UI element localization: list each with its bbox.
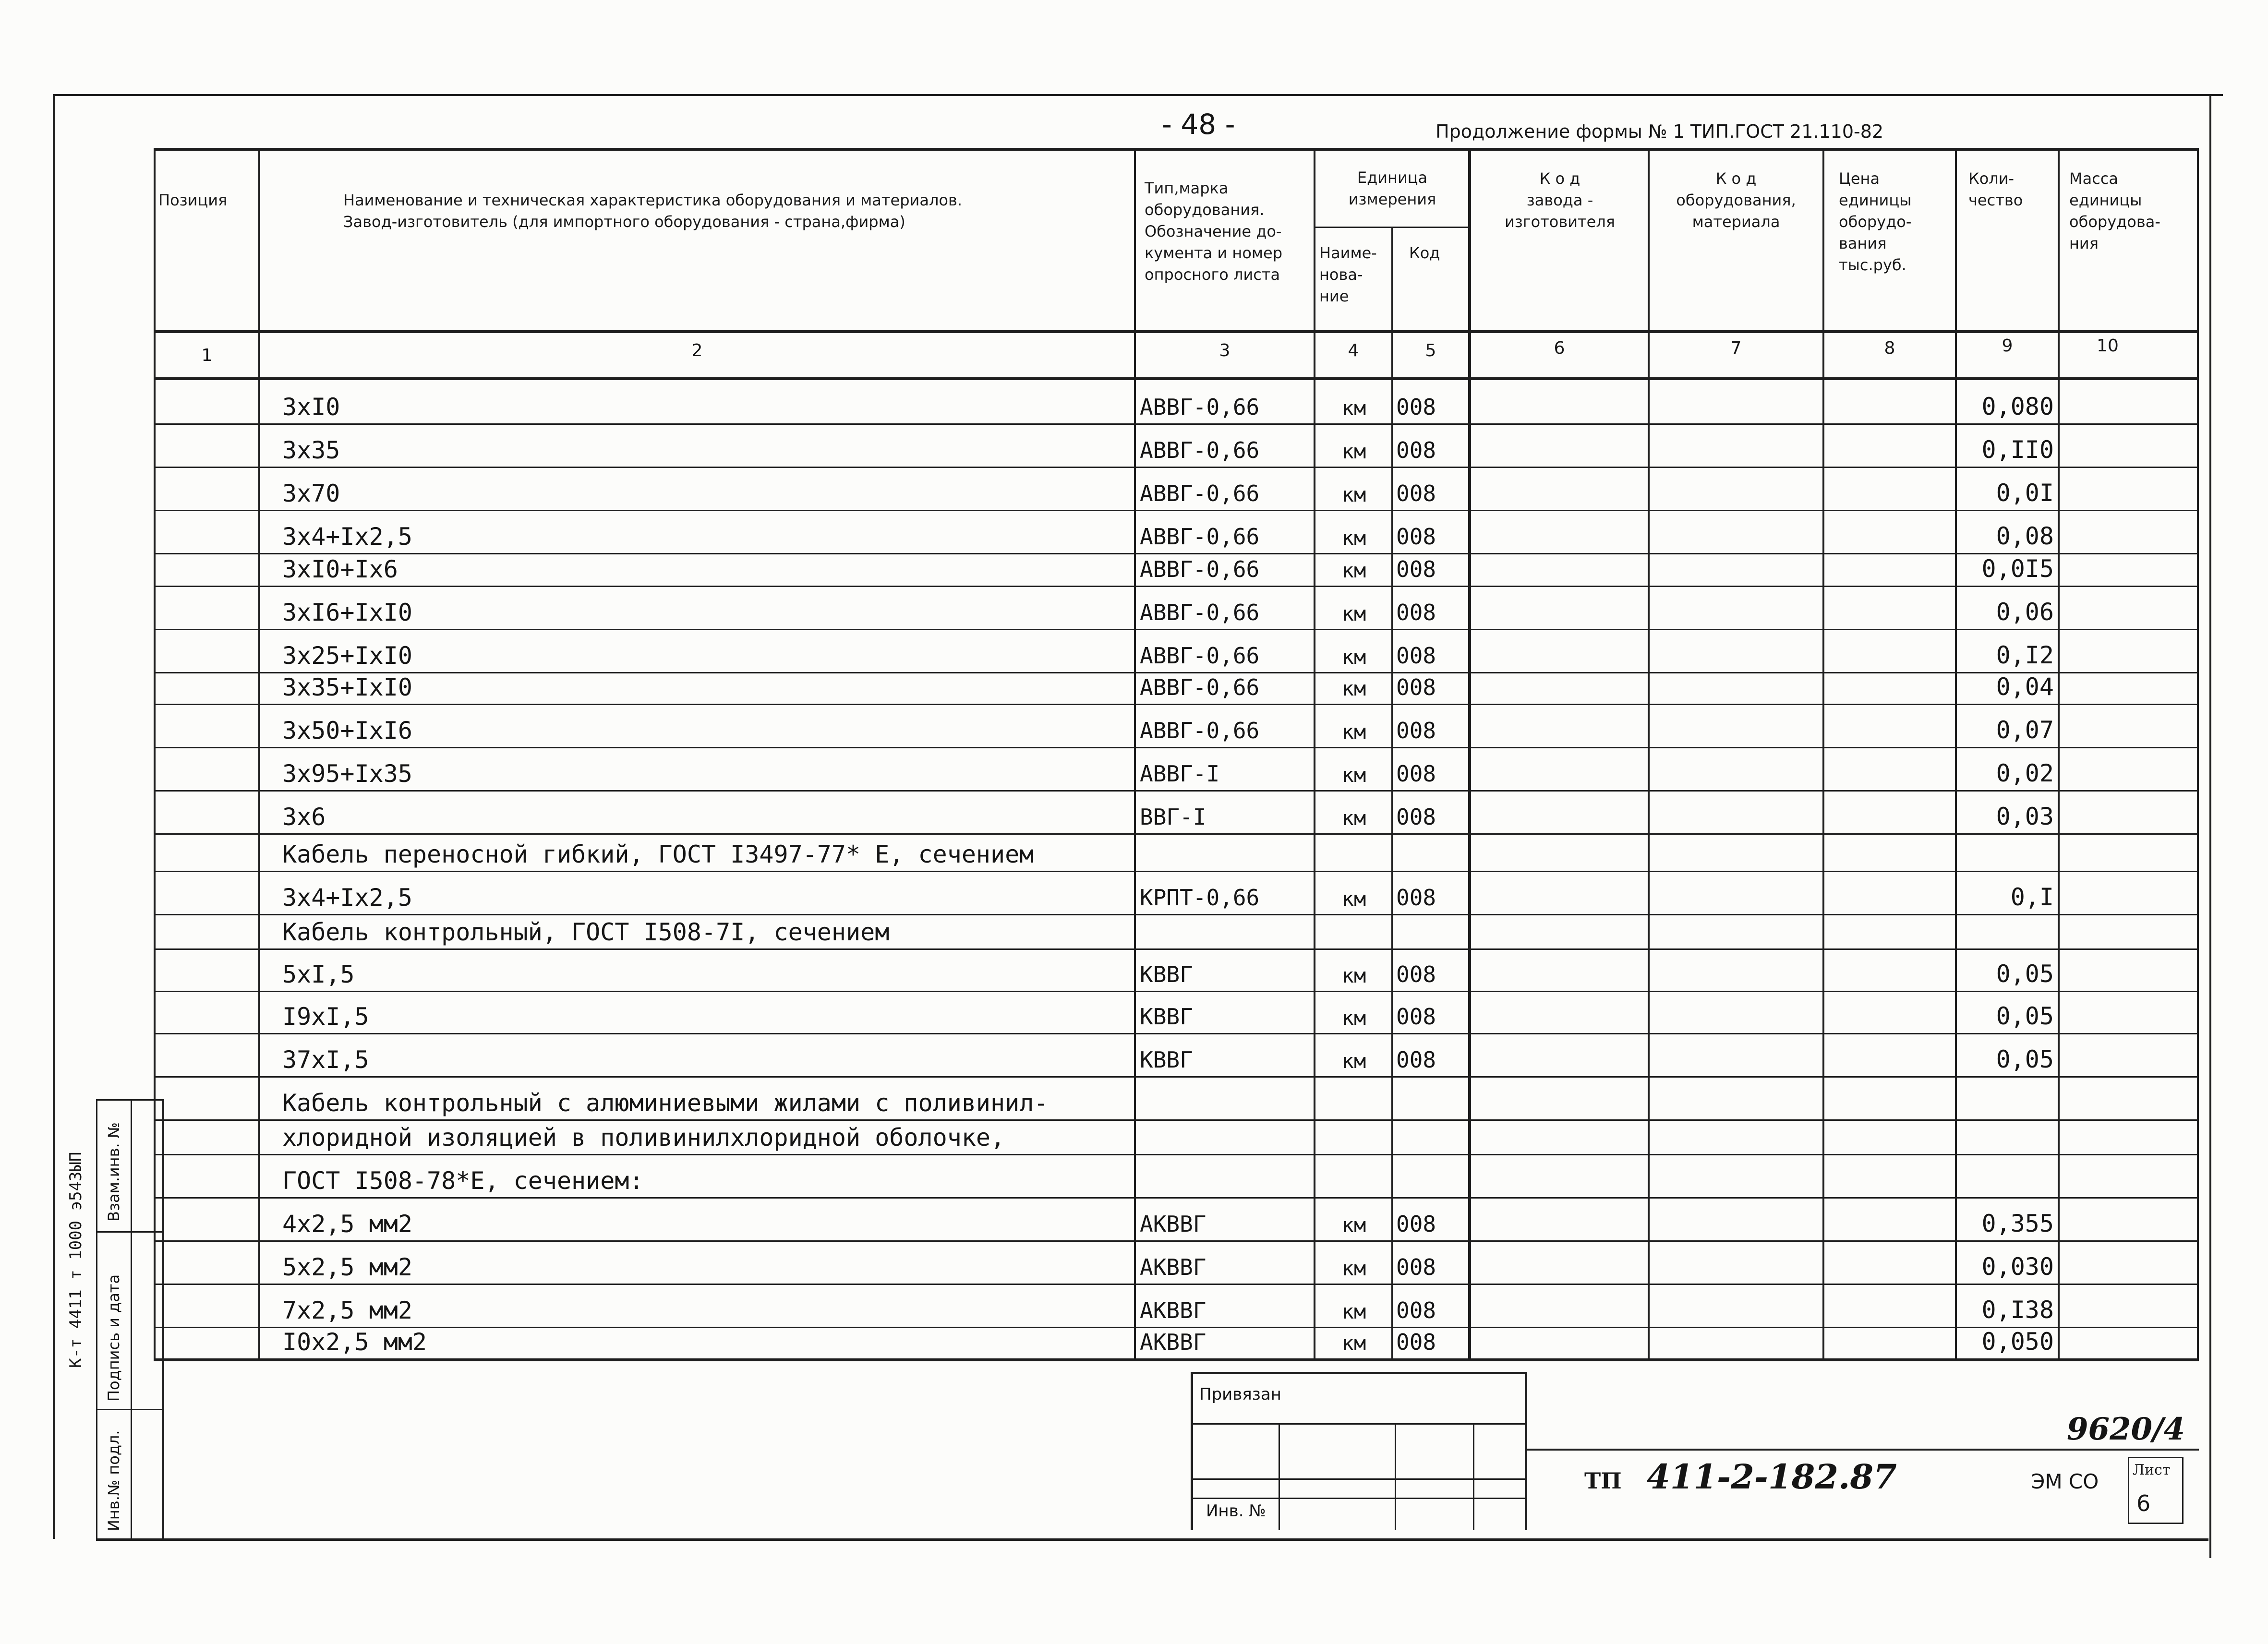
col-line-9 [2058,148,2060,1361]
row-quantity: 0,02 [1996,759,2054,787]
row-quantity: 0,0I [1996,479,2054,507]
stamp-sheet-box-left [2128,1457,2129,1524]
colnum-7: 7 [1730,338,1742,358]
row-quantity: 0,I38 [1981,1296,2054,1324]
stamp-left-outer [1191,1372,1193,1530]
stamp-sheet-label: Лист [2133,1462,2171,1478]
header-factory-code [1471,168,1649,233]
row-type: КВВГ [1140,961,1193,987]
header-factory-code-line-2: завода - [1526,191,1593,209]
row-name: 3x6 [282,803,326,831]
row-type: АВВГ-0,66 [1140,480,1260,506]
row-unit: км [1341,1049,1366,1073]
row-name: 3xI0 [282,393,340,421]
stamp-sheet-number: 6 [2136,1490,2151,1516]
row-type: АВВГ-0,66 [1140,556,1260,582]
row-code: 008 [1396,1329,1436,1355]
row-code: 008 [1396,524,1436,550]
header-name-line-2: Завод-изготовитель (для импортного оборудования - страна,фирма) [343,213,905,231]
col-line-2 [1134,148,1136,1361]
row-type: АВВГ-I [1140,761,1220,787]
header-quantity-line-1: Коли- [1968,169,2015,188]
row-unit: км [1341,526,1366,550]
header-type-line-4: кумента и номер [1145,244,1283,262]
header-mass-line-1: Масса [2069,169,2119,188]
header-price-line-3: оборудо- [1839,213,1912,231]
row-unit: км [1341,720,1366,744]
header-equipment-code-line-3: материала [1692,213,1780,231]
colnum-1: 1 [201,346,213,365]
row-unit: км [1341,1300,1366,1323]
header-type-line-2: оборудования. [1145,201,1265,219]
row-code: 008 [1396,961,1436,987]
row-code: 008 [1396,643,1436,669]
row-name: 5xI,5 [282,960,355,988]
header-unit-line-2: измерения [1348,190,1436,208]
header-type [1145,178,1313,286]
row-type: АВВГ-0,66 [1140,394,1260,420]
side-label-vzam: Взам.инв. № [105,1122,123,1222]
stamp-inv-no: Инв. № [1206,1501,1266,1521]
header-unit-name-line-3: ние [1319,287,1349,305]
row-type: АВВГ-0,66 [1140,643,1260,669]
row-code: 008 [1396,1004,1436,1030]
header-price-line-2: единицы [1839,191,1912,209]
row-separator [154,586,2199,587]
row-unit: км [1341,645,1366,669]
stamp-archive-number: 9620/4 [2067,1411,2185,1447]
row-code: 008 [1396,480,1436,506]
header-bottom-line [154,330,2199,333]
row-type: АКВВГ [1140,1329,1206,1355]
header-unit-name-line-1: Наиме- [1319,244,1377,262]
row-quantity: 0,05 [1996,1045,2054,1073]
row-name: 7x2,5 мм2 [282,1296,412,1324]
row-unit: км [1341,677,1366,700]
row-separator [154,914,2199,915]
header-factory-code-line-1: К о д [1539,169,1580,188]
header-unit [1315,167,1469,210]
stamp-main-top [1527,1449,2199,1451]
row-code: 008 [1396,1211,1436,1237]
header-unit-line-1: Единица [1357,168,1428,187]
row-name: 3x70 [282,480,340,507]
row-quantity: 0,03 [1996,803,2054,830]
row-unit: км [1341,1257,1366,1280]
header-position: Позиция [158,191,228,209]
stamp-row-2 [1191,1478,1527,1480]
row-name: I9xI,5 [282,1003,369,1031]
row-type: АКВВГ [1140,1297,1206,1323]
stamp-col-2 [1395,1423,1396,1530]
row-quantity: 0,08 [1996,522,2054,550]
row-name: 3x35+IxI0 [282,673,412,701]
row-quantity: 0,0I5 [1981,555,2054,583]
row-name: 3xI0+Ix6 [282,555,398,583]
header-name-line-1: Наименование и техническая характеристика оборудования и материалов. [343,191,962,209]
row-type: АВВГ-0,66 [1140,674,1260,700]
table-bottom-line [154,1358,2199,1361]
row-name: Кабель контрольный с алюминиевыми жилами с поливинил- [282,1089,1049,1117]
row-code: 008 [1396,556,1436,582]
stamp-row-3 [1191,1498,1527,1499]
row-name: 3x35 [282,436,340,464]
header-type-line-1: Тип,марка [1145,179,1229,197]
row-code: 008 [1396,804,1436,830]
stamp-col-1 [1279,1423,1280,1530]
row-separator [154,553,2199,554]
row-code: 008 [1396,1297,1436,1323]
row-name: ГОСТ I508-78*Е, сечением: [282,1167,644,1195]
strip-sep-2 [96,1409,163,1410]
row-separator [154,1284,2199,1285]
header-name [343,190,1131,233]
header-mass-line-2: единицы [2069,191,2142,209]
row-quantity: 0,355 [1981,1210,2054,1237]
row-code: 008 [1396,1254,1436,1280]
row-unit: км [1341,887,1366,911]
row-quantity: 0,II0 [1981,436,2054,464]
colnum-5: 5 [1425,341,1436,360]
header-equipment-code-line-1: К о д [1715,169,1757,188]
side-stamp-text: К-т 4411 т 1000 э54ЗЫП [66,1152,85,1368]
row-unit: км [1341,1006,1366,1030]
strip-top-line [96,1099,163,1101]
row-type: КВВГ [1140,1004,1193,1030]
header-price-line-1: Цена [1839,169,1880,188]
header-factory-code-line-3: изготовителя [1504,213,1616,231]
col-line-10 [2197,148,2199,1361]
row-name: 3x50+IxI6 [282,717,412,744]
header-price [1839,168,1911,276]
row-type: КВВГ [1140,1047,1193,1073]
row-name: 3x25+IxI0 [282,642,412,670]
row-name: 5x2,5 мм2 [282,1253,412,1281]
row-unit: км [1341,763,1366,787]
stamp-top-outer [1191,1372,1527,1374]
header-type-line-5: опросного листа [1145,265,1280,284]
stamp-doc-code: ЭМ СО [2031,1470,2099,1493]
stamp-col-3 [1473,1423,1474,1530]
colnum-6: 6 [1554,338,1565,358]
row-quantity: 0,050 [1981,1328,2054,1356]
row-separator [154,948,2199,950]
row-separator [154,510,2199,511]
colnum-bottom-line [154,377,2199,380]
header-price-line-5: тыс.руб. [1839,256,1906,274]
page-number: - 48 - [1162,108,1235,141]
row-quantity: 0,080 [1981,393,2054,420]
row-quantity: 0,030 [1981,1253,2054,1281]
colnum-4: 4 [1348,341,1359,360]
row-separator [154,629,2199,630]
header-equipment-code-line-2: оборудования, [1676,191,1796,209]
header-mass-line-3: оборудова- [2069,213,2160,231]
row-type: АКВВГ [1140,1254,1206,1280]
col-line-5 [1468,148,1471,1361]
stamp-sheet-box-top [2128,1457,2183,1458]
row-separator [154,871,2199,872]
header-unit-code: Код [1409,244,1440,262]
colnum-3: 3 [1219,341,1231,360]
row-type: АВВГ-0,66 [1140,718,1260,744]
col-line-3 [1314,148,1315,1361]
row-name: Кабель переносной гибкий, ГОСТ I3497-77* Е, сечением [282,840,1034,868]
col-line-1 [258,148,260,1361]
row-unit: км [1341,1332,1366,1355]
row-name: 3x95+Ix35 [282,760,412,788]
row-name: 37xI,5 [282,1046,369,1074]
col-line-7 [1822,148,1824,1361]
row-unit: км [1341,396,1366,420]
row-type: АВВГ-0,66 [1140,437,1260,463]
header-mass [2069,168,2160,254]
row-separator [154,1076,2199,1078]
header-quantity [1968,168,2023,211]
row-separator [154,423,2199,425]
stamp-sheet-box-right [2182,1457,2184,1524]
table-top-line [154,148,2199,151]
strip-left-line [96,1099,97,1541]
stamp-sheet-box-bottom [2128,1523,2183,1524]
row-unit: км [1341,1213,1366,1237]
colnum-2: 2 [691,341,703,360]
strip-bottom-line [96,1538,2208,1541]
strip-mid-line [131,1099,132,1541]
stamp-project-prefix: ТП [1584,1468,1622,1494]
row-quantity: 0,I [2010,883,2054,911]
header-unit-name [1319,242,1377,307]
stamp-privyazan: Привязан [1199,1385,1281,1404]
row-quantity: 0,04 [1996,673,2054,701]
row-separator [154,1240,2199,1242]
strip-sep-1 [96,1231,163,1233]
row-separator [154,467,2199,468]
row-type: ВВГ-I [1140,804,1206,830]
row-name: 3x4+Ix2,5 [282,523,412,551]
row-code: 008 [1396,718,1436,744]
row-unit: км [1341,559,1366,582]
row-name: I0x2,5 мм2 [282,1328,427,1356]
row-type: АВВГ-0,66 [1140,600,1260,625]
row-name: 3xI6+IxI0 [282,599,412,626]
side-label-inv-podl: Инв.№ подл. [105,1430,123,1531]
row-separator [154,1154,2199,1155]
row-code: 008 [1396,600,1436,625]
row-name: хлоридной изоляцией в поливинилхлоридной оболочке, [282,1124,1005,1152]
row-quantity: 0,05 [1996,1002,2054,1030]
row-quantity: 0,07 [1996,716,2054,744]
row-type: КРПТ-0,66 [1140,885,1260,911]
form-title: Продолжение формы № 1 ТИП.ГОСТ 21.110-82 [1436,121,1884,142]
col-line-0 [154,148,156,1361]
header-quantity-line-2: чество [1968,191,2023,209]
row-separator [154,991,2199,992]
row-code: 008 [1396,761,1436,787]
row-code: 008 [1396,437,1436,463]
colnum-10: 10 [2097,336,2119,356]
header-price-line-4: вания [1839,234,1887,252]
side-label-podpis: Подпись и дата [105,1274,123,1402]
header-mass-line-4: ния [2069,234,2099,252]
row-quantity: 0,06 [1996,598,2054,626]
row-name: 3x4+Ix2,5 [282,884,412,912]
row-separator [154,790,2199,792]
row-code: 008 [1396,1047,1436,1073]
col-line-6 [1648,148,1650,1361]
row-separator [154,1197,2199,1199]
row-unit: км [1341,602,1366,625]
row-code: 008 [1396,674,1436,700]
stamp-right-outer [1525,1372,1527,1530]
stamp-project-number: 411-2-182.87 [1647,1457,1897,1497]
row-separator [154,1119,2199,1121]
row-name: 4x2,5 мм2 [282,1210,412,1238]
row-unit: км [1341,806,1366,830]
stamp-row-1 [1191,1423,1527,1425]
row-code: 008 [1396,885,1436,911]
row-type: АВВГ-0,66 [1140,524,1260,550]
row-type: АКВВГ [1140,1211,1206,1237]
col-line-8 [1955,148,1957,1361]
colnum-8: 8 [1884,338,1895,358]
row-separator [154,704,2199,705]
row-unit: км [1341,964,1366,987]
header-equipment-code [1650,168,1822,233]
row-quantity: 0,I2 [1996,641,2054,669]
row-separator [154,747,2199,748]
row-name: Кабель контрольный, ГОСТ I508-7I, сечением [282,918,890,946]
strip-right-line [162,1099,164,1541]
row-unit: км [1341,440,1366,463]
header-unit-name-line-2: нова- [1319,265,1363,284]
row-separator [154,1033,2199,1034]
row-separator [154,833,2199,835]
row-quantity: 0,05 [1996,960,2054,988]
row-unit: км [1341,483,1366,506]
colnum-9: 9 [2002,336,2013,356]
row-code: 008 [1396,394,1436,420]
header-type-line-3: Обозначение до- [1145,222,1282,240]
